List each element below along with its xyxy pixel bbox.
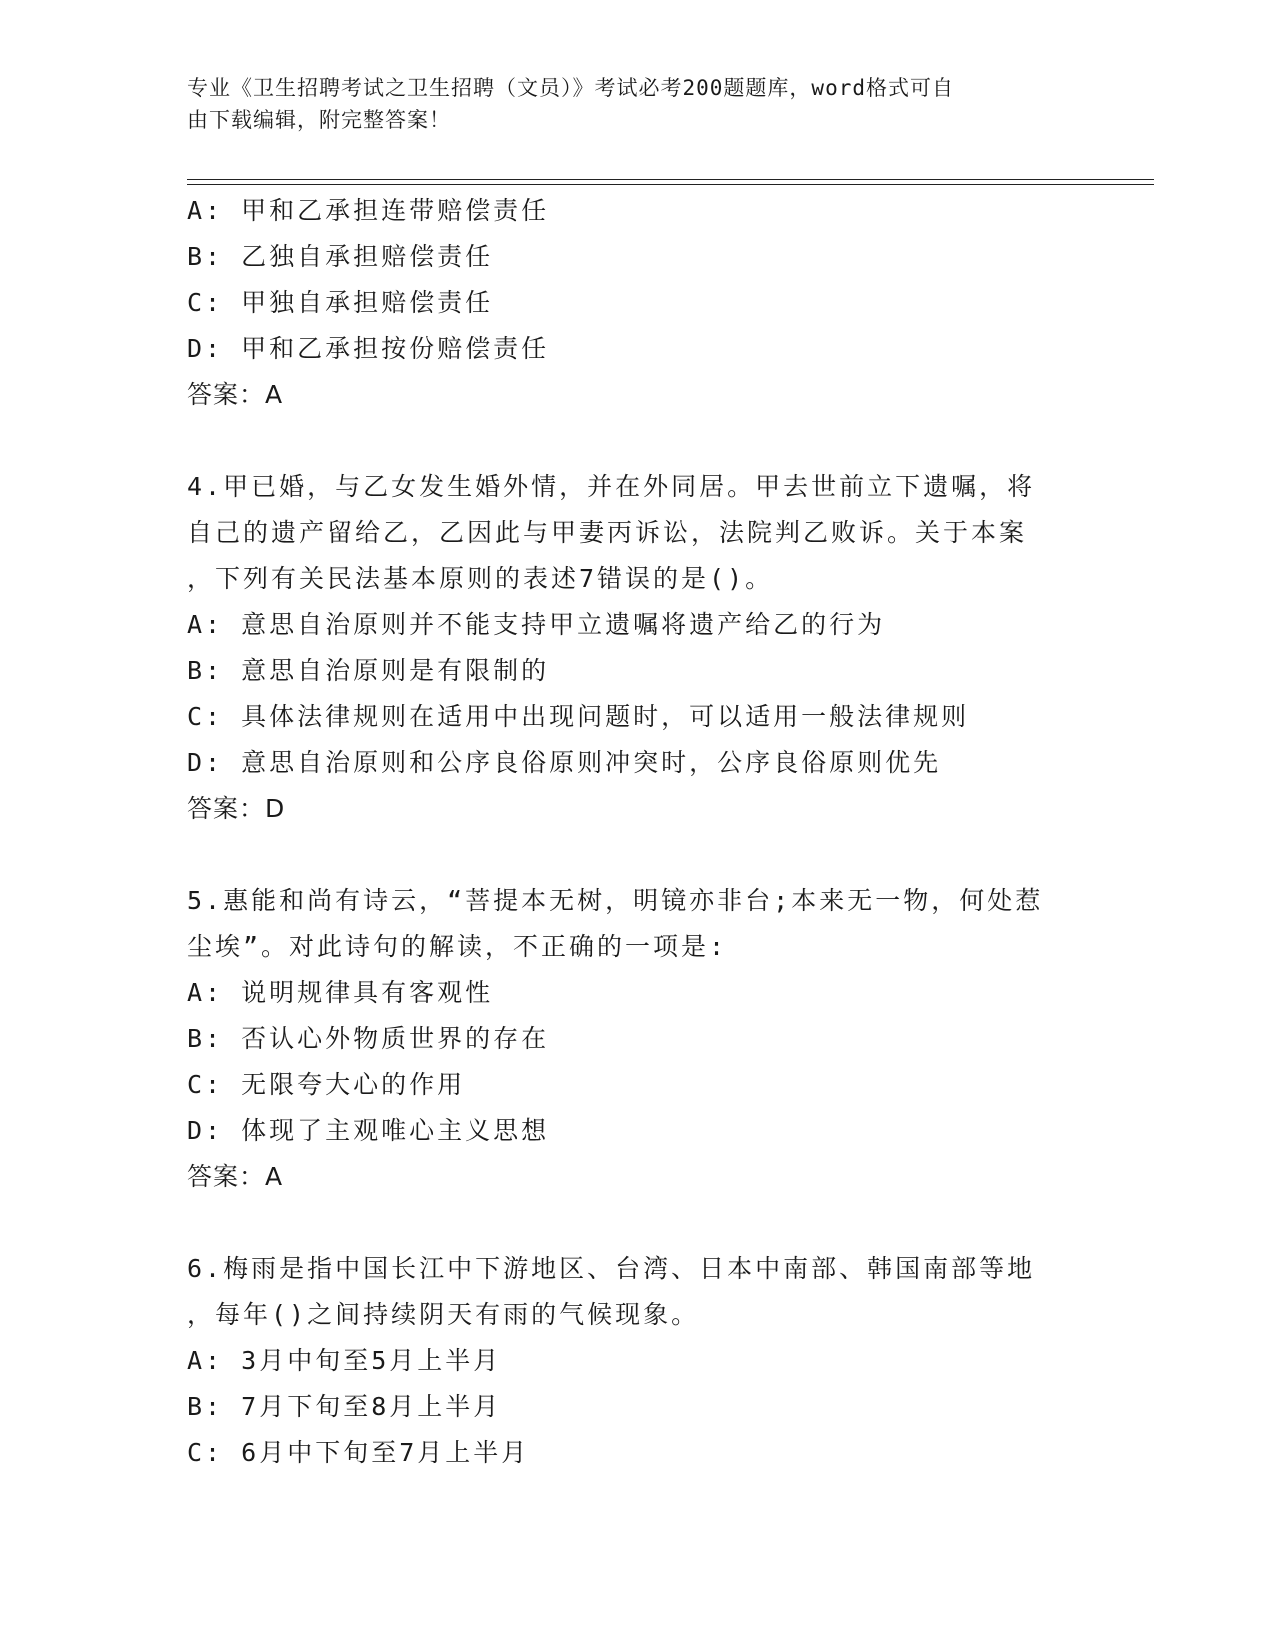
option-b: B: 意思自治原则是有限制的 (187, 656, 550, 685)
question-4 (187, 464, 1087, 832)
document-header (187, 72, 1087, 136)
option-c: C: 6月中下旬至7月上半月 (187, 1438, 530, 1467)
header-divider-top (187, 179, 1154, 180)
option-d: D: 体现了主观唯心主义思想 (187, 1116, 550, 1145)
option-b: B: 否认心外物质世界的存在 (187, 1024, 550, 1053)
option-a: A: 说明规律具有客观性 (187, 978, 494, 1007)
spacer (187, 418, 1087, 464)
header-divider-bottom (187, 184, 1154, 185)
question-3 (187, 188, 1087, 418)
header-line-1: 专业《卫生招聘考试之卫生招聘（文员）》考试必考200题题库，word格式可自 (187, 76, 954, 100)
option-c: C: 具体法律规则在适用中出现问题时，可以适用一般法律规则 (187, 702, 970, 731)
option-a: A: 意思自治原则并不能支持甲立遗嘱将遗产给乙的行为 (187, 610, 886, 639)
option-b: B: 乙独自承担赔偿责任 (187, 242, 494, 271)
question-stem-line-1: 5.惠能和尚有诗云，“菩提本无树，明镜亦非台;本来无一物，何处惹 (187, 886, 1044, 915)
answer: 答案：A (187, 1162, 284, 1191)
option-c: C: 无限夸大心的作用 (187, 1070, 466, 1099)
answer: 答案：D (187, 794, 286, 823)
question-6 (187, 1246, 1087, 1476)
question-stem-line-1: 6.梅雨是指中国长江中下游地区、台湾、日本中南部、韩国南部等地 (187, 1254, 1036, 1283)
question-5 (187, 878, 1087, 1200)
option-c: C: 甲独自承担赔偿责任 (187, 288, 494, 317)
question-stem-line-3: ，下列有关民法基本原则的表述7错误的是()。 (187, 564, 774, 593)
question-stem-line-1: 4.甲已婚，与乙女发生婚外情，并在外同居。甲去世前立下遗嘱，将 (187, 472, 1036, 501)
question-stem-line-2: ，每年()之间持续阴天有雨的气候现象。 (187, 1300, 700, 1329)
header-line-2: 由下载编辑，附完整答案！ (187, 108, 451, 132)
option-a: A: 3月中旬至5月上半月 (187, 1346, 502, 1375)
question-stem-line-2: 尘埃”。对此诗句的解读，不正确的一项是: (187, 932, 728, 961)
option-b: B: 7月下旬至8月上半月 (187, 1392, 502, 1421)
question-list (187, 188, 1087, 1476)
answer: 答案：A (187, 380, 284, 409)
option-d: D: 甲和乙承担按份赔偿责任 (187, 334, 550, 363)
option-a: A: 甲和乙承担连带赔偿责任 (187, 196, 550, 225)
question-stem-line-2: 自己的遗产留给乙，乙因此与甲妻丙诉讼，法院判乙败诉。关于本案 (187, 518, 1028, 547)
spacer (187, 1200, 1087, 1246)
spacer (187, 832, 1087, 878)
option-d: D: 意思自治原则和公序良俗原则冲突时，公序良俗原则优先 (187, 748, 942, 777)
